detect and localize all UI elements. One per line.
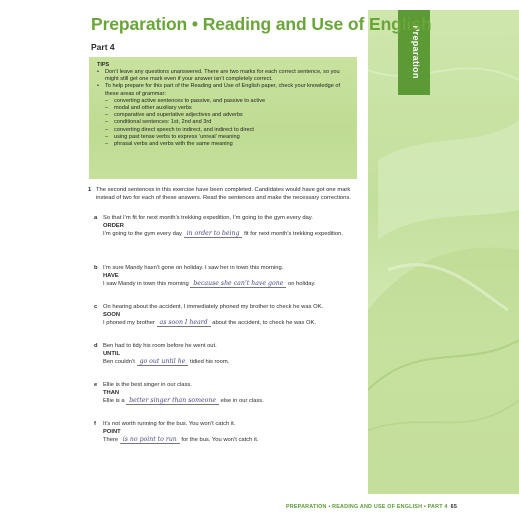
grammar-area-item: – conditional sentences: 1st, 2nd and 3rd (105, 119, 352, 126)
item-answer: because she can’t have gone (190, 280, 286, 288)
item-sentence: It’s not worth running for the bus. You won’t catch it. (103, 421, 236, 427)
item-before: Ben couldn’t (103, 359, 135, 366)
leaf-illustration (368, 10, 519, 494)
item-body (103, 214, 365, 239)
item-before: Ellie is a (103, 398, 125, 405)
grammar-area-item: – comparative and superlative adjectives and adverbs (105, 112, 352, 119)
item-body (103, 381, 365, 406)
item-body (103, 420, 365, 445)
item-letter: b (94, 265, 98, 271)
tip-text: Don’t leave any questions unanswered. There are two marks for each correct sentence, so you might still get one mark even if your answer isn’t completely correct. (105, 69, 340, 83)
grammar-area-item: – phrasal verbs and verbs with the same meaning (105, 141, 352, 148)
item-answer: in order to being (184, 230, 243, 238)
decorative-leaf-panel (368, 10, 519, 494)
item-after: fit for next month’s trekking expedition. (244, 231, 343, 238)
item-keyword: THAN (103, 390, 120, 397)
item-letter: a (94, 215, 98, 221)
item-letter: e (94, 382, 98, 388)
textbook-page (80, 0, 519, 519)
exercise-number: 1 (88, 187, 92, 193)
section-tab-label: Preparation (411, 25, 421, 79)
item-keyword: SOON (103, 312, 121, 319)
grammar-area-item: – converting direct speech to indirect, and indirect to direct (105, 127, 352, 134)
tip-text: To help prepare for this part of the Reading and Use of English paper, check your knowledge of these areas of grammar: (105, 83, 341, 97)
item-letter: d (94, 343, 98, 349)
item-letter: c (94, 304, 98, 310)
tip-item (97, 69, 352, 83)
tips-box (89, 57, 357, 179)
item-answer: is no point to run (120, 436, 180, 444)
footer-text: PREPARATION • READING AND USE OF ENGLISH • PART 4 (286, 504, 448, 510)
item-sentence: I’m sure Mandy hasn’t gone on holiday. I saw her in town this morning. (103, 265, 284, 271)
page-title: Preparation • Reading and Use of English (91, 14, 432, 34)
item-body (103, 264, 365, 289)
item-body (103, 303, 365, 328)
item-before: I’m going to the gym every day (103, 231, 182, 238)
part-heading: Part 4 (91, 42, 115, 52)
item-keyword: HAVE (103, 273, 119, 280)
exercise-instruction-text: The second sentences in this exercise have been completed. Candidates would have got one mark instead of two for each of these answers. Read the sentences and make the necessary corrections. (96, 187, 351, 201)
tips-list (97, 69, 352, 148)
item-before: There (103, 437, 119, 444)
item-after: else in our class. (220, 398, 264, 405)
item-after: about the accident, to check he was OK. (212, 320, 316, 327)
grammar-area-item: – converting active sentences to passive, and passive to active (105, 98, 352, 105)
item-sentence: Ben had to tidy his room before he went out. (103, 343, 217, 349)
item-keyword: UNTIL (103, 351, 121, 358)
item-before: I saw Mandy in town this morning (103, 281, 189, 288)
grammar-area-item: – modal and other auxiliary verbs (105, 105, 352, 112)
item-keyword: POINT (103, 429, 121, 436)
item-after: tidied his room. (190, 359, 230, 366)
item-after: for the bus. You won’t catch it. (181, 437, 259, 444)
tip-item (97, 83, 352, 148)
item-body (103, 342, 365, 367)
page-margin (0, 0, 80, 519)
item-answer: go out until he (137, 358, 189, 366)
tips-title: TIPS (97, 62, 110, 68)
item-before: I phoned my brother (103, 320, 155, 327)
grammar-area-item: – using past tense verbs to express ‘unreal’ meaning (105, 134, 352, 141)
item-sentence: On hearing about the accident, I immediately phoned my brother to check he was OK. (103, 304, 324, 310)
item-answer: as soon I heard (157, 319, 211, 327)
item-sentence: So that I’m fit for next month’s trekking expedition, I’m going to the gym every day. (103, 215, 313, 221)
page-footer (286, 504, 457, 510)
item-letter: f (94, 421, 96, 427)
grammar-areas-list (105, 98, 352, 148)
page-number: 65 (450, 504, 458, 510)
item-sentence: Ellie is the best singer in our class. (103, 382, 192, 388)
item-answer: better singer than someone (126, 397, 219, 405)
item-after: on holiday. (288, 281, 316, 288)
item-keyword: ORDER (103, 223, 124, 230)
